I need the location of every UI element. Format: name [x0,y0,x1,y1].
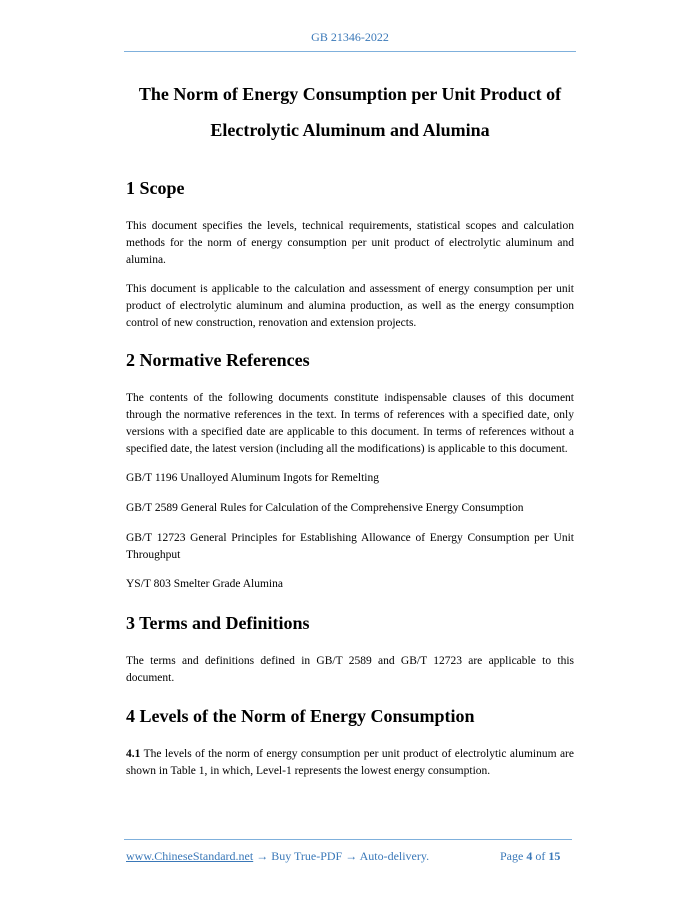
section-heading-terms-and-definitions: 3 Terms and Definitions [126,613,310,633]
page-indicator [500,849,560,864]
normative-references-intro: The contents of the following documents constitute indispensable clauses of this document through the normative references in the text. In terms of references with a specified date, only versions with a specified date are applicable to this document. In terms of references without a specified date, the latest version (including all the modifications) is applicable to this document. [126,392,574,455]
header-divider [124,51,576,52]
section-heading-levels: 4 Levels of the Norm of Energy Consumption [126,706,475,726]
reference-item: GB/T 1196 Unalloyed Aluminum Ingots for Remelting [126,472,379,484]
site-link[interactable]: www.ChineseStandard.net [126,849,254,863]
page-current: 4 [526,849,533,863]
footer-divider [124,839,572,840]
reference-item: YS/T 803 Smelter Grade Alumina [126,578,283,590]
header-standard-code: GB 21346-2022 [311,30,389,44]
document-title-line-1: The Norm of Energy Consumption per Unit Product of [138,84,562,104]
section-heading-normative-references: 2 Normative References [126,350,310,370]
reference-item: GB/T 2589 General Rules for Calculation of the Comprehensive Energy Consumption [126,502,524,514]
section-heading-scope: 1 Scope [126,178,185,198]
page-of: of [532,849,549,863]
document-title-line-2: Electrolytic Aluminum and Alumina [210,120,490,140]
reference-item: GB/T 12723 General Principles for Establishing Allowance of Energy Consumption per Unit Throughput [126,532,574,561]
clause-text: The levels of the norm of energy consumption per unit product of electrolytic aluminum are shown in Table 1, in which, Level-1 represents the lowest energy consumption. [126,748,574,777]
levels-clause-4-1 [126,746,574,780]
promo-text: → Buy True-PDF → Auto-delivery. [253,849,430,863]
scope-paragraph-1: This document specifies the levels, technical requirements, statistical scopes and calculation methods for the norm of energy consumption per unit product of electrolytic aluminum and alumina. [126,220,574,266]
scope-paragraph-2: This document is applicable to the calculation and assessment of energy consumption per unit product of electrolytic aluminum and alumina production, as well as the energy consumption control of new construction, renovation and extension projects. [126,283,574,329]
document-title [80,76,620,148]
page-label: Page [500,849,527,863]
terms-paragraph: The terms and definitions defined in GB/T 2589 and GB/T 12723 are applicable to this document. [126,655,574,684]
footer-promo [126,849,429,864]
page-total: 15 [548,849,561,863]
clause-number: 4.1 [126,748,141,760]
